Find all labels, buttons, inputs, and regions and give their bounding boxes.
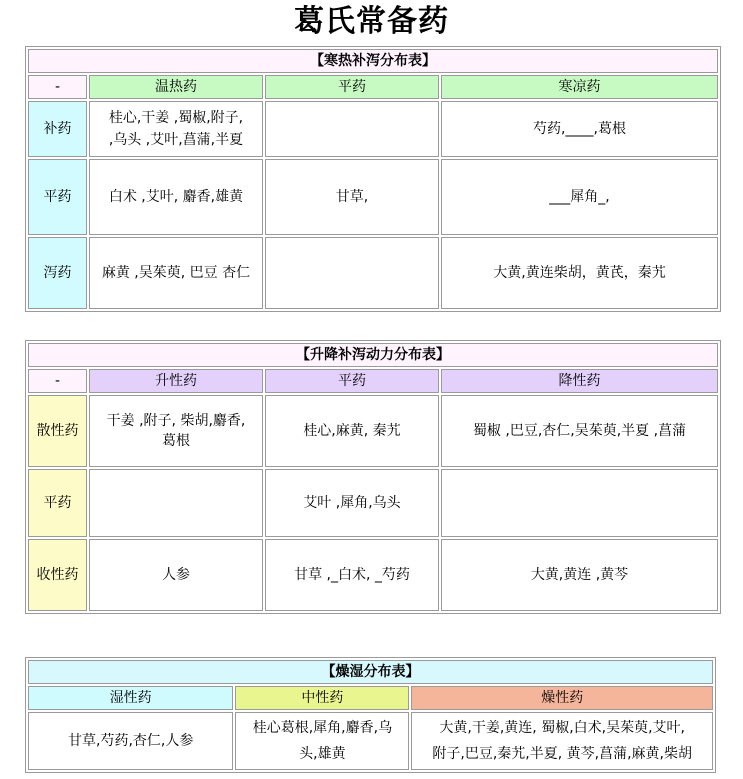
table-cell: 大黄,黄连 ,黄芩 xyxy=(441,539,718,611)
table-cell xyxy=(89,469,263,537)
table-cell: 甘草,芍药,杏仁,人参 xyxy=(28,712,233,770)
row-header: 补药 xyxy=(28,101,87,157)
row-header: 泻药 xyxy=(28,237,87,309)
column-header: 平药 xyxy=(265,75,439,99)
row-header: 收性药 xyxy=(28,539,87,611)
table-cell: 桂心葛根,犀角,麝香,乌 头,雄黄 xyxy=(235,712,409,770)
column-header: 降性药 xyxy=(441,369,718,393)
table-cell: 甘草, xyxy=(265,159,439,235)
table-cell: 桂心,干姜 ,蜀椒,附子, ,乌头 ,艾叶,菖蒲,半夏 xyxy=(89,101,263,157)
column-header-dry: 燥性药 xyxy=(411,686,713,710)
table-cell: 芍药,____,葛根 xyxy=(441,101,718,157)
table-cell xyxy=(441,469,718,537)
table-cell: 艾叶 ,犀角,乌头 xyxy=(265,469,439,537)
table-caption: 【燥湿分布表】 xyxy=(28,660,713,684)
column-header: 寒凉药 xyxy=(441,75,718,99)
table-cell: 桂心,麻黄, 秦艽 xyxy=(265,395,439,467)
dry-wet-table xyxy=(25,657,716,773)
table-cell: ___犀角_, xyxy=(441,159,718,235)
table-caption: 【寒热补泻分布表】 xyxy=(28,49,718,73)
table-cell: 麻黄 ,吴茱萸, 巴豆 杏仁 xyxy=(89,237,263,309)
corner-cell: - xyxy=(28,369,87,393)
table-cell: 大黄,干姜,黄连, 蜀椒,白术,吴茱萸,艾叶, 附子,巴豆,秦艽,半夏, 黄芩,菖蒲,麻黄,柴胡 xyxy=(411,712,713,770)
column-header: 平药 xyxy=(265,369,439,393)
column-header: 温热药 xyxy=(89,75,263,99)
table-cell: 干姜 ,附子, 柴胡,麝香, 葛根 xyxy=(89,395,263,467)
table-cell: 甘草 ,_白术, _芍药 xyxy=(265,539,439,611)
cold-hot-table xyxy=(25,46,721,312)
table-cell: 大黄,黄连柴胡，黄芪，秦艽 xyxy=(441,237,718,309)
table-cell xyxy=(265,101,439,157)
corner-cell: - xyxy=(28,75,87,99)
row-header: 平药 xyxy=(28,159,87,235)
column-header-neutral: 中性药 xyxy=(235,686,409,710)
table-cell: 蜀椒 ,巴豆,杏仁,吴茱萸,半夏 ,菖蒲 xyxy=(441,395,718,467)
column-header-wet: 湿性药 xyxy=(28,686,233,710)
page-title: 葛氏常备药 xyxy=(294,4,449,39)
table-cell: 人参 xyxy=(89,539,263,611)
table-cell xyxy=(265,237,439,309)
table-caption: 【升降补泻动力分布表】 xyxy=(28,343,718,367)
column-header: 升性药 xyxy=(89,369,263,393)
table-cell: 白术 ,艾叶, 麝香,雄黄 xyxy=(89,159,263,235)
row-header: 散性药 xyxy=(28,395,87,467)
row-header: 平药 xyxy=(28,469,87,537)
rise-fall-table xyxy=(25,340,721,614)
